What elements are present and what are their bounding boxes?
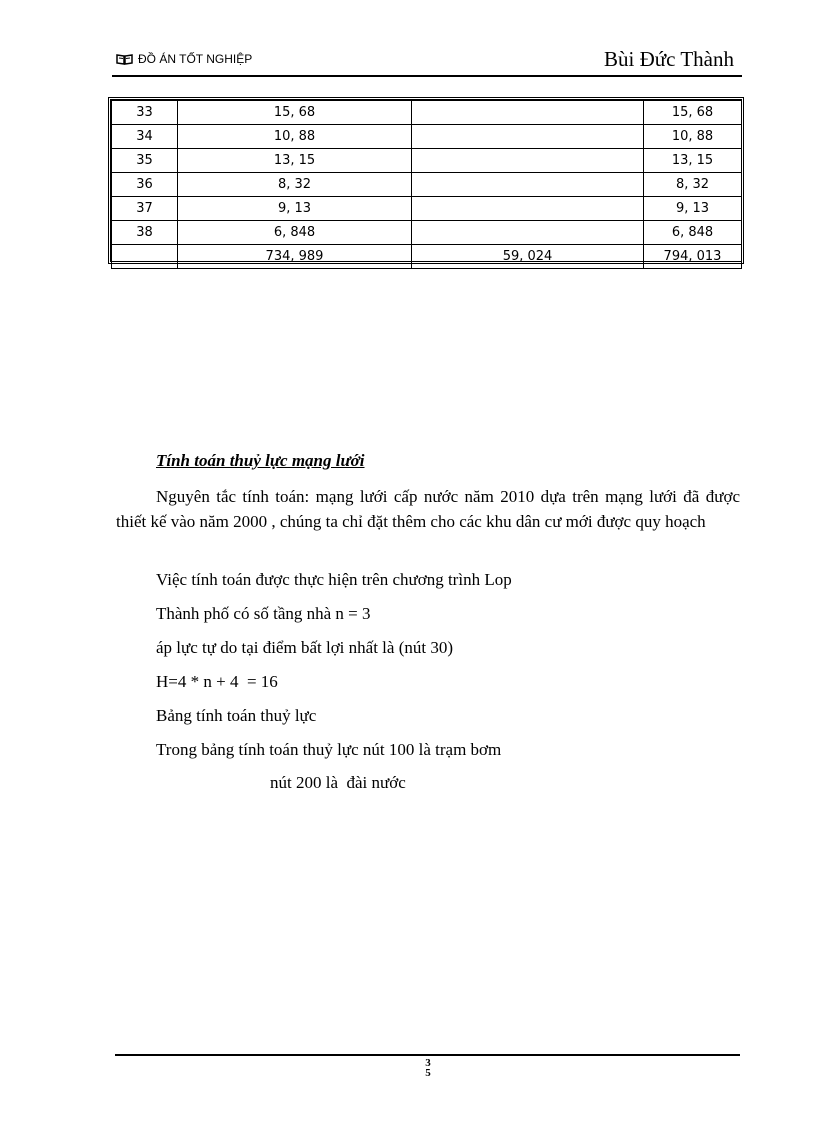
- table-cell: [412, 125, 644, 149]
- table-cell: 13, 15: [644, 149, 742, 173]
- header-title: ĐỒ ÁN TỐT NGHIỆP: [138, 52, 253, 66]
- table-cell: [412, 221, 644, 245]
- table-cell: [412, 101, 644, 125]
- page-number-top: 3: [425, 1057, 431, 1069]
- header-rule: [112, 75, 742, 77]
- header-left: [116, 52, 252, 66]
- table-cell: 10, 88: [178, 125, 412, 149]
- table-cell: [412, 173, 644, 197]
- page-number-bottom: 5: [425, 1067, 431, 1079]
- table-row: [112, 101, 742, 125]
- text-line: Việc tính toán được thực hiện trên chương trình Lop: [156, 570, 512, 589]
- paragraph: Nguyên tắc tính toán: mạng lưới cấp nước năm 2010 dựa trên mạng lưới đã được thiết kế vào năm 2000 , chúng ta chỉ đặt thêm cho các khu dân cư mới được quy hoạch: [116, 487, 740, 531]
- table-cell: 9, 13: [644, 197, 742, 221]
- table-cell: 10, 88: [644, 125, 742, 149]
- table-cell: 15, 68: [178, 101, 412, 125]
- text-line: Thành phố có số tầng nhà n = 3: [156, 604, 371, 623]
- table-row: [112, 149, 742, 173]
- header-author: Bùi Đức Thành: [604, 47, 734, 71]
- text-line: áp lực tự do tại điểm bất lợi nhất là (nút 30): [156, 638, 453, 657]
- table-cell: 6, 848: [178, 221, 412, 245]
- table-cell: 794, 013: [644, 245, 742, 269]
- data-table: [108, 97, 744, 264]
- book-icon: [116, 53, 133, 65]
- table-cell: 8, 32: [178, 173, 412, 197]
- table-cell: [412, 197, 644, 221]
- section-title: Tính toán thuỷ lực mạng lưới: [156, 451, 365, 470]
- text-line: Bảng tính toán thuỷ lực: [156, 706, 317, 725]
- text-line: H=4 * n + 4 = 16: [156, 672, 278, 691]
- table-cell: 33: [112, 101, 178, 125]
- table-row: [112, 221, 742, 245]
- table-total-row: [112, 245, 742, 269]
- footer-rule: [115, 1054, 740, 1056]
- table-cell: 35: [112, 149, 178, 173]
- table-cell: 36: [112, 173, 178, 197]
- text-line: nút 200 là đài nước: [270, 773, 406, 792]
- table-row: [112, 173, 742, 197]
- table-cell: 8, 32: [644, 173, 742, 197]
- table-row: [112, 197, 742, 221]
- table-cell: [112, 245, 178, 269]
- table-cell: 59, 024: [412, 245, 644, 269]
- text-line: Trong bảng tính toán thuỷ lực nút 100 là trạm bơm: [156, 740, 502, 759]
- table-cell: 734, 989: [178, 245, 412, 269]
- table-cell: 15, 68: [644, 101, 742, 125]
- table-cell: [412, 149, 644, 173]
- page-number: [422, 1058, 434, 1078]
- table-cell: 37: [112, 197, 178, 221]
- table-cell: 34: [112, 125, 178, 149]
- table-cell: 6, 848: [644, 221, 742, 245]
- table-cell: 38: [112, 221, 178, 245]
- table-row: [112, 125, 742, 149]
- table-cell: 13, 15: [178, 149, 412, 173]
- table-cell: 9, 13: [178, 197, 412, 221]
